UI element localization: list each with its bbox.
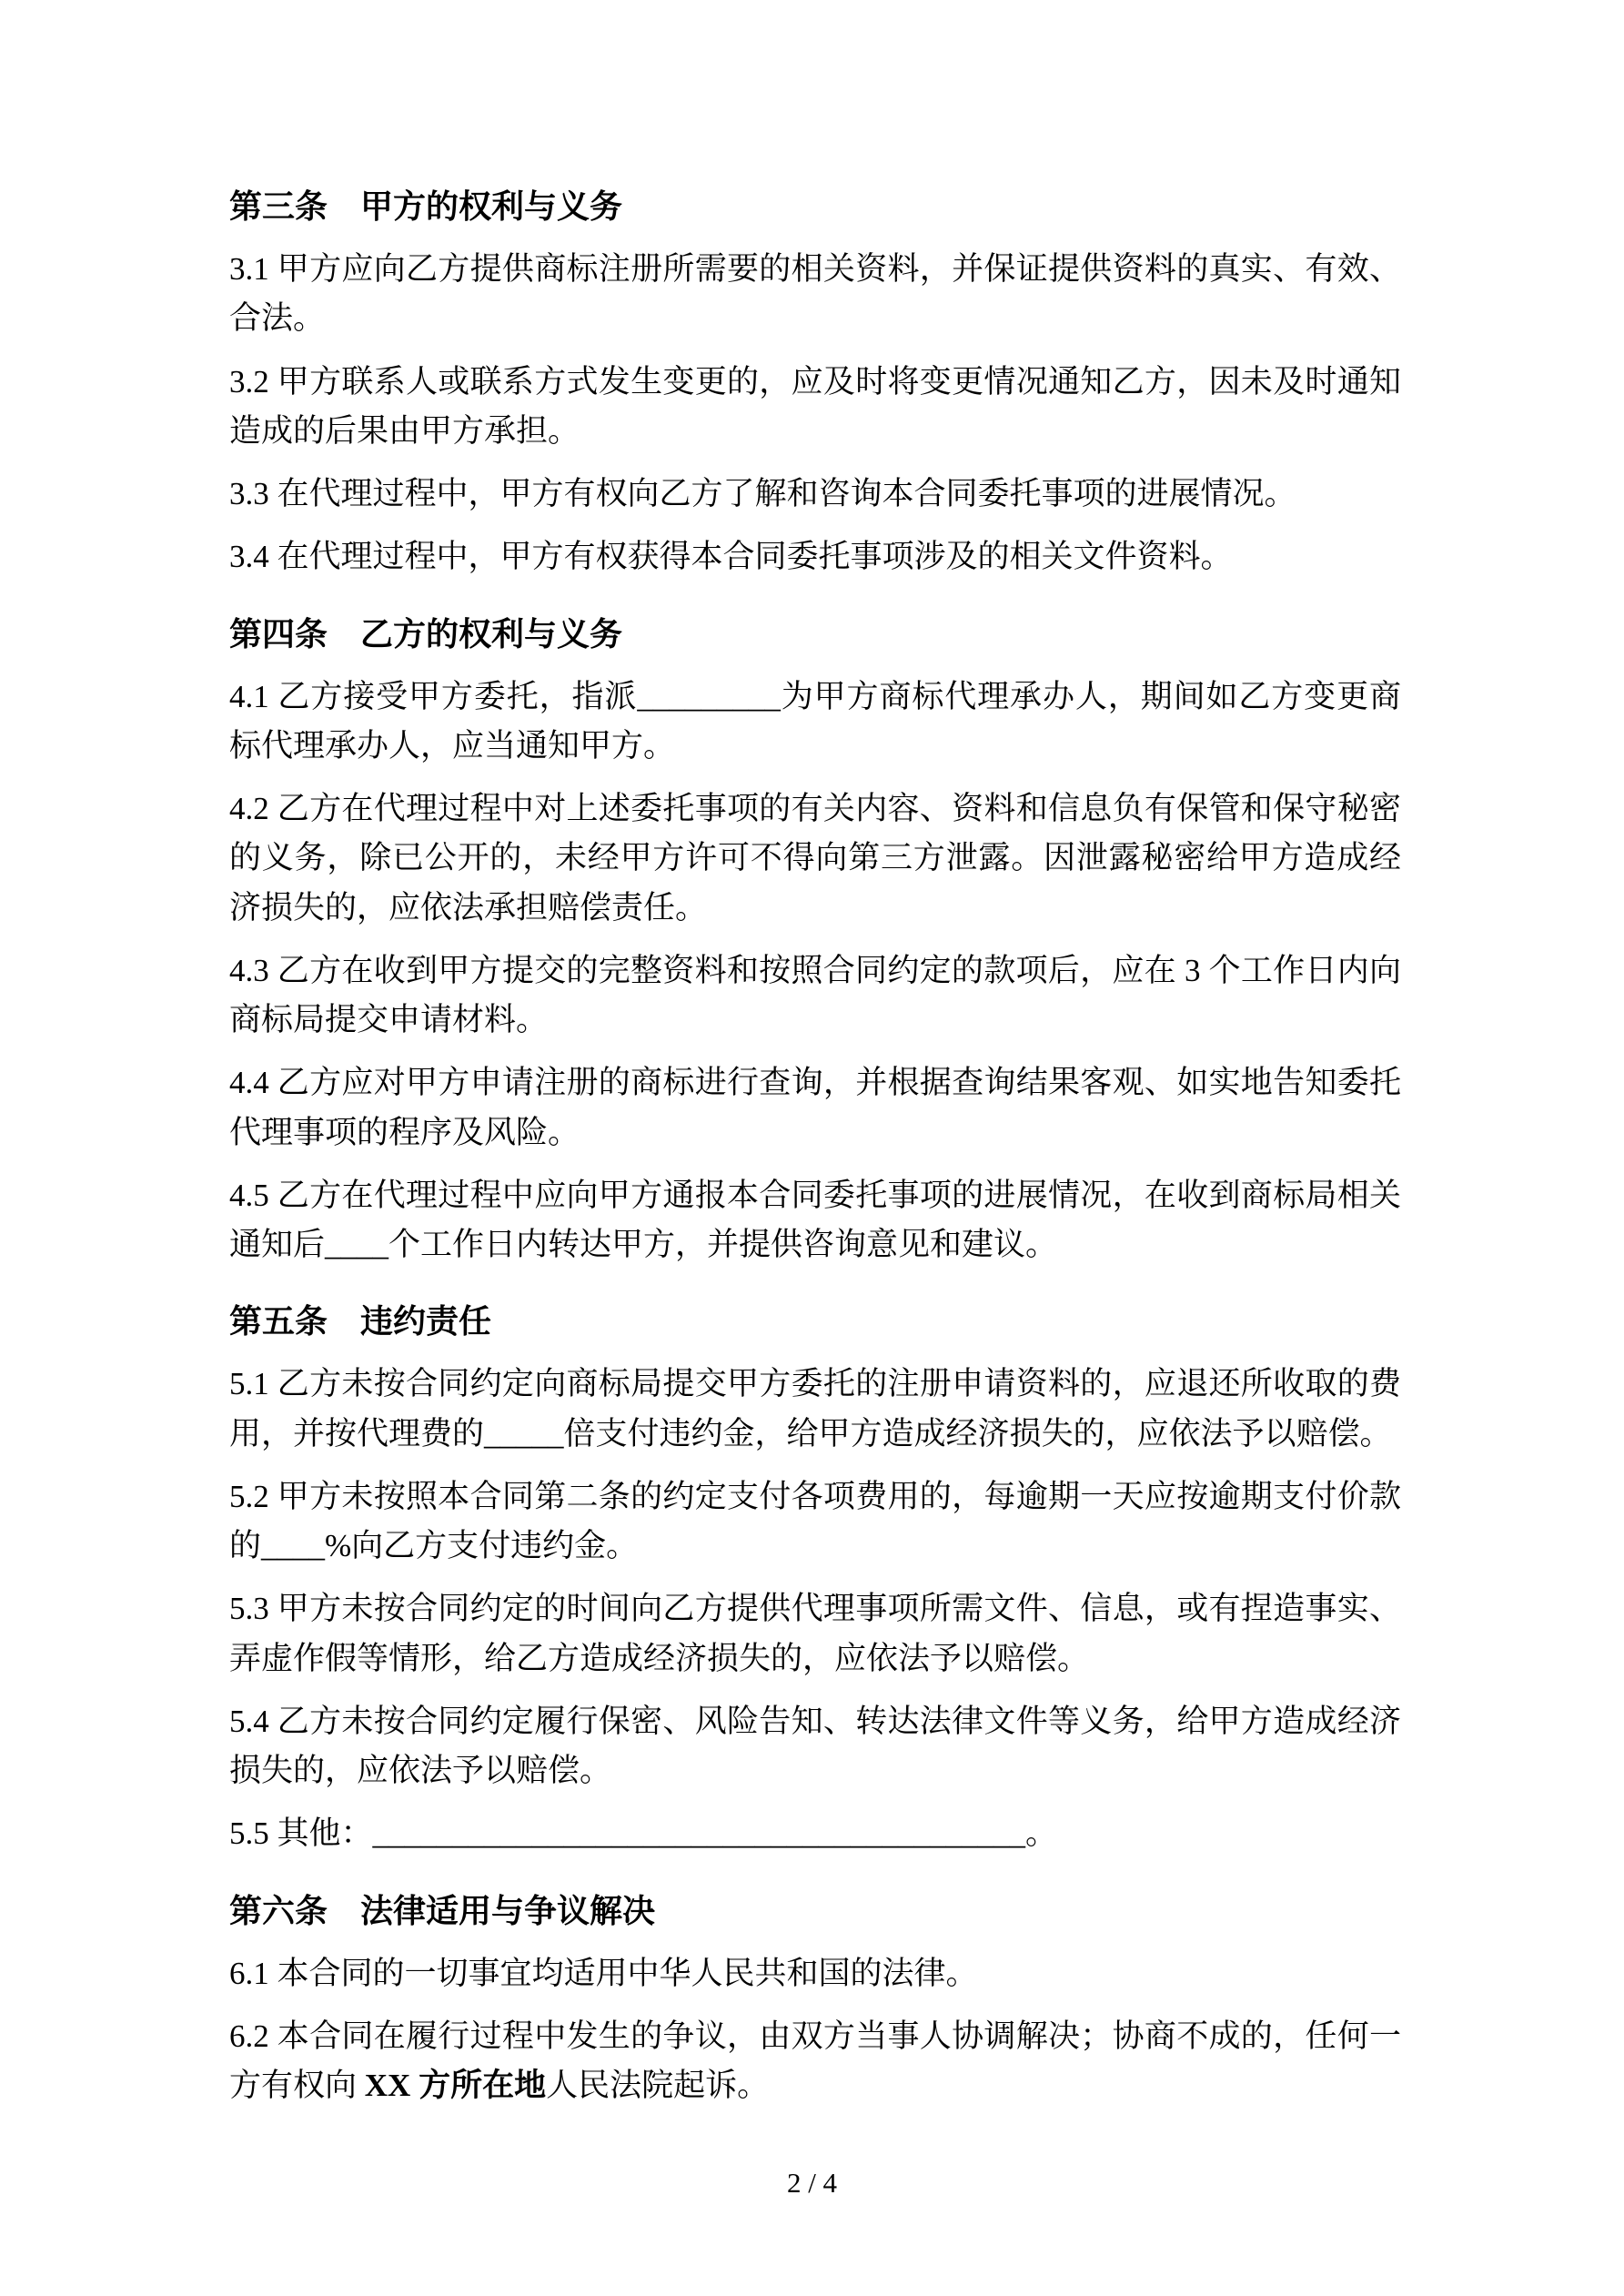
clause-6-2-text-prefix: 6.2 本合同在履行过程中发生的争议，由双方当事人协调解决；协商不成的，任何一方有权向: [229, 2018, 1401, 2103]
clause-3-4: 3.4 在代理过程中，甲方有权获得本合同委托事项涉及的相关文件资料。: [229, 539, 1233, 575]
clause-5-1: 5.1 乙方未按合同约定向商标局提交甲方委托的注册申请资料的，应退还所收取的费用，并按代理费的_____倍支付违约金，给甲方造成经济损失的，应依法予以赔偿。: [229, 1366, 1401, 1451]
clause-5-4: 5.4 乙方未按合同约定履行保密、风险告知、转达法律文件等义务，给甲方造成经济损失的，应依法予以赔偿。: [229, 1703, 1401, 1788]
clause-4-2: 4.2 乙方在代理过程中对上述委托事项的有关内容、资料和信息负有保管和保守秘密的义务，除已公开的，未经甲方许可不得向第三方泄露。因泄露秘密给甲方造成经济损失的，应依法承担赔偿责任。: [229, 791, 1401, 925]
clause-6-2: [229, 2012, 1401, 2111]
article-6-law-dispute-resolution: [229, 1886, 1401, 2111]
clause-4-1: 4.1 乙方接受甲方委托，指派_________为甲方商标代理承办人，期间如乙方变更商标代理承办人，应当通知甲方。: [229, 678, 1401, 764]
clause-5-3: 5.3 甲方未按合同约定的时间向乙方提供代理事项所需文件、信息，或有捏造事实、弄虚作假等情形，给乙方造成经济损失的，应依法予以赔偿。: [229, 1591, 1401, 1676]
clause-5-5-other-blank: 5.5 其他：_________________________________________。: [229, 1816, 1058, 1852]
clause-5-2: 5.2 甲方未按照本合同第二条的约定支付各项费用的，每逾期一天应按逾期支付价款的____%向乙方支付违约金。: [229, 1478, 1401, 1563]
clause-6-1: 6.1 本合同的一切事宜均适用中华人民共和国的法律。: [229, 1955, 978, 1991]
article-3-rights-obligations-party-a: [229, 182, 1401, 582]
clause-4-3: 4.3 乙方在收到甲方提交的完整资料和按照合同约定的款项后，应在 3 个工作日内向商标局提交申请材料。: [229, 952, 1401, 1037]
article-5-breach-liability: [229, 1297, 1401, 1858]
clause-3-2: 3.2 甲方联系人或联系方式发生变更的，应及时将变更情况通知乙方，因未及时通知造成的后果由甲方承担。: [229, 363, 1401, 449]
article-4-heading: 第四条 乙方的权利与义务: [229, 614, 623, 652]
article-3-heading: 第三条 甲方的权利与义务: [229, 187, 623, 225]
clause-3-1: 3.1 甲方应向乙方提供商标注册所需要的相关资料，并保证提供资料的真实、有效、合法。: [229, 251, 1401, 337]
clause-4-4: 4.4 乙方应对甲方申请注册的商标进行查询，并根据查询结果客观、如实地告知委托代理事项的程序及风险。: [229, 1065, 1401, 1150]
clause-6-2-text-suffix: 人民法院起诉。: [546, 2068, 770, 2103]
clause-4-5: 4.5 乙方在代理过程中应向甲方通报本合同委托事项的进展情况，在收到商标局相关通知后____个工作日内转达甲方，并提供咨询意见和建议。: [229, 1177, 1401, 1262]
page-number: 2 / 4: [786, 2166, 838, 2199]
article-6-heading: 第六条 法律适用与争议解决: [229, 1891, 656, 1929]
clause-3-3: 3.3 在代理过程中，甲方有权向乙方了解和咨询本合同委托事项的进展情况。: [229, 476, 1296, 511]
article-4-rights-obligations-party-b: [229, 610, 1401, 1270]
article-5-heading: 第五条 违约责任: [229, 1302, 492, 1340]
clause-6-2-venue-bold: XX 方所在地: [364, 2068, 547, 2103]
